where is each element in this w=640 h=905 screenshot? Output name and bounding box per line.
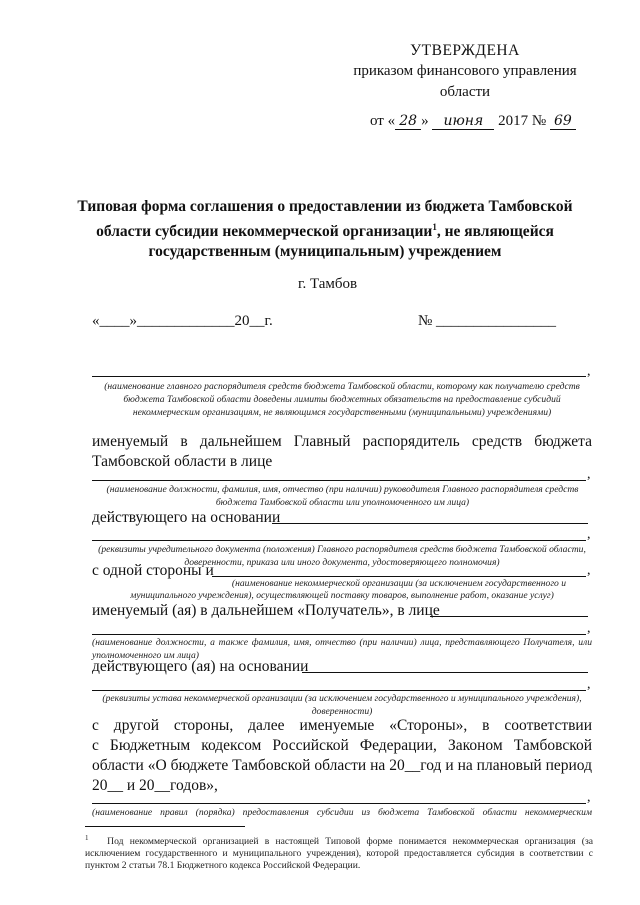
- caption-representative: (наименование должности, а также фамилия, имя, отчество (при наличии) лица, представляющего Получателя, или уполномоченного им лица): [92, 637, 592, 661]
- approval-title: УТВЕРЖДЕНА: [410, 42, 520, 59]
- text-budget-law: области «О бюджете Тамбовской области на 20__год и на плановый период: [92, 757, 592, 774]
- caption-recipient-1: (наименование некоммерческой организации (за исключением государственного и: [231, 578, 567, 589]
- approval-region: области: [439, 84, 491, 100]
- order-number: 69: [550, 114, 576, 130]
- title-footnote-mark: 1: [432, 222, 437, 232]
- date-month: июня: [432, 114, 494, 130]
- footnote-separator: [85, 826, 245, 827]
- fill-line-grantor: [92, 376, 586, 377]
- caption-basis: (реквизиты учредительного документа (положения) Главного распорядителя средств бюджета Тамбовской области, доверенности, приказа или иного документа, удостоверяющего полномочия): [98, 544, 586, 568]
- text-recipient-basis: действующего (ая) на основании: [92, 658, 309, 675]
- approval-date: [370, 113, 576, 130]
- fill-line-rep-1: [430, 616, 588, 617]
- text-years: 20__ и 20__годов»,: [92, 777, 218, 794]
- footnote-text: Под некоммерческой организацией в настоящей Типовой форме понимается некоммерческая организация (за исключением государственного и муниципального учреждения), которой предоставляется субсидия в соответствии с пунктом 2 статьи 78.1 Бюджетного кодекса Российской Федерации.: [85, 836, 593, 872]
- approval-stamp: [330, 40, 600, 103]
- agreement-number: № ________________: [418, 313, 557, 329]
- fill-line-head: [92, 480, 586, 481]
- title-part1: Типовая форма соглашения о предоставлении из бюджета Тамбовской области субсидии некоммерческой организации: [77, 198, 573, 241]
- fill-line-rep-2: [92, 634, 586, 635]
- caption-rules: (наименование правил (порядка) предоставления субсидии из бюджета Тамбовской области некоммерческим: [92, 807, 592, 818]
- footnote: [85, 832, 593, 872]
- date-prefix: от «: [370, 113, 396, 129]
- text-in-person: Тамбовской области в лице: [92, 453, 273, 470]
- fill-line-charter-1: [302, 672, 588, 673]
- document-title: [70, 197, 580, 262]
- text-recipient-named: именуемый (ая) в дальнейшем «Получатель», в лице: [92, 602, 440, 619]
- caption-recipient-2: муниципального учреждения), осуществляющей поставку товаров, выполнение работ, оказание услуг): [130, 590, 554, 601]
- fill-line-basis-1: [272, 523, 588, 524]
- text-other-side: с другой стороны, далее именуемые «Стороны», в соответствии: [92, 717, 592, 734]
- caption-grantor: (наименование главного распорядителя средств бюджета Тамбовской области, которому как получателю средств бюджета Тамбовской области доведены лимиты бюджетных обязательств на предоставление субсидий некоммерческим организациям, не являющимся государственными (муниципальными) учреждениями): [104, 381, 580, 418]
- text-one-side: с одной стороны и: [92, 562, 214, 579]
- title-part2: , не являющейся государственным (муниципальным) учреждением: [148, 223, 554, 261]
- caption-charter: (реквизиты устава некоммерческой организации (за исключением государственного и муниципального учреждения), доверенности): [102, 693, 582, 717]
- approval-order: приказом финансового управления: [353, 63, 577, 79]
- fill-line-basis-2: [92, 540, 586, 541]
- text-budget-code: с Бюджетным кодексом Российской Федерации, Законом Тамбовской: [92, 737, 592, 754]
- date-quote: »: [421, 113, 429, 129]
- caption-head: (наименование должности, фамилия, имя, отчество (при наличии) руководителя Главного распорядителя средств бюджета Тамбовской области или уполномоченного им лица): [106, 484, 579, 508]
- footnote-mark: 1: [85, 834, 89, 842]
- date-day: 28: [395, 114, 421, 130]
- city: г. Тамбов: [298, 276, 358, 292]
- agreement-date: «____»_____________20__г.: [92, 313, 273, 329]
- fill-line-charter-2: [92, 690, 586, 691]
- text-acting-basis: действующего на основании: [92, 509, 281, 526]
- text-grantor-named: именуемый в дальнейшем Главный распорядитель средств бюджета: [92, 433, 592, 450]
- fill-line-rules: [92, 803, 586, 804]
- date-year: 2017 №: [498, 113, 547, 129]
